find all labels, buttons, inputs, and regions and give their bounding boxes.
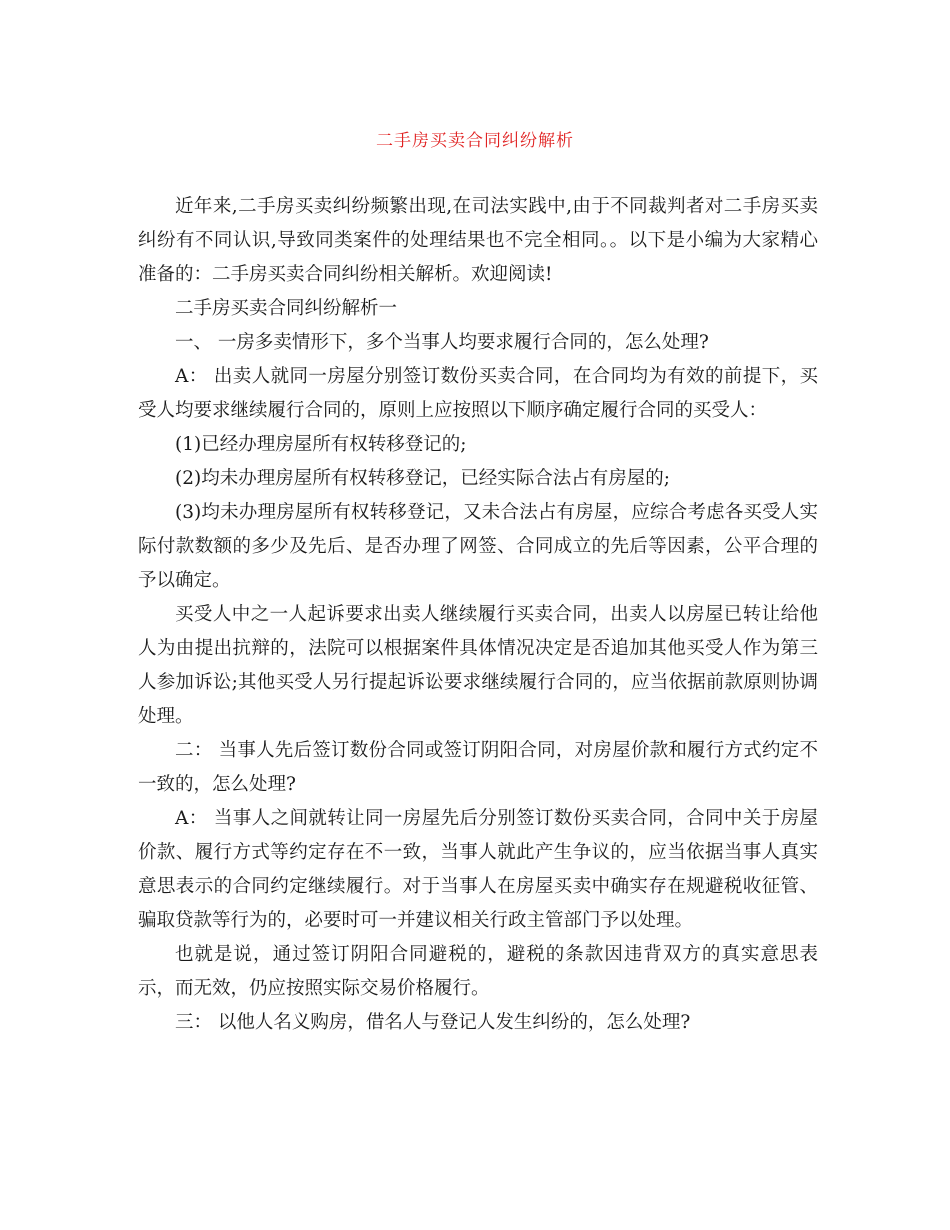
paragraph-answer-2: A： 当事人之间就转让同一房屋先后分别签订数份买卖合同，合同中关于房屋价款、履行方式等约定存在不一致，当事人就此产生争议的，应当依据当事人真实意思表示的合同约定继续履行。对于当事人在房屋买卖中确实存在规避税收征管、骗取贷款等行为的，必要时可一并建议相关行政主管部门予以处理。 xyxy=(138,808,818,931)
paragraph-answer-1: A： 出卖人就同一房屋分别签订数份买卖合同，在合同均为有效的前提下，买受人均要求继续履行合同的，原则上应按照以下顺序确定履行合同的买受人： xyxy=(138,366,818,421)
paragraph-answer-2-summary: 也就是说，通过签订阴阳合同避税的，避税的条款因违背双方的真实意思表示，而无效，仍应按照实际交易价格履行。 xyxy=(138,944,818,999)
paragraph-answer-1-cont: 买受人中之一人起诉要求出卖人继续履行买卖合同，出卖人以房屋已转让给他人为由提出抗辩的，法院可以根据案件具体情况决定是否追加其他买受人作为第三人参加诉讼;其他买受人另行提起诉讼要求继续履行合同的，应当依据前款原则协调处理。 xyxy=(138,604,818,727)
paragraph-question-1: 一、 一房多卖情形下，多个当事人均要求履行合同的，怎么处理? xyxy=(175,332,709,353)
document-title: 二手房买卖合同纠纷解析 xyxy=(376,131,574,151)
paragraph-section-heading: 二手房买卖合同纠纷解析一 xyxy=(175,298,398,319)
document-body xyxy=(138,190,818,1040)
paragraph-question-2: 二： 当事人先后签订数份合同或签订阴阳合同，对房屋价款和履行方式约定不一致的，怎么处理? xyxy=(138,740,818,795)
paragraph-question-3: 三： 以他人名义购房，借名人与登记人发生纠纷的，怎么处理? xyxy=(175,1012,691,1033)
paragraph-item-2: (2)均未办理房屋所有权转移登记，已经实际合法占有房屋的; xyxy=(175,468,670,489)
paragraph-item-3: (3)均未办理房屋所有权转移登记，又未合法占有房屋，应综合考虑各买受人实际付款数额的多少及先后、是否办理了网签、合同成立的先后等因素，公平合理的予以确定。 xyxy=(138,502,818,591)
paragraph-item-1: (1)已经办理房屋所有权转移登记的; xyxy=(175,434,467,455)
paragraph-intro: 近年来,二手房买卖纠纷频繁出现,在司法实践中,由于不同裁判者对二手房买卖纠纷有不同认识,导致同类案件的处理结果也不完全相同。。以下是小编为大家精心准备的：二手房买卖合同纠纷相关解析。欢迎阅读! xyxy=(138,196,818,285)
